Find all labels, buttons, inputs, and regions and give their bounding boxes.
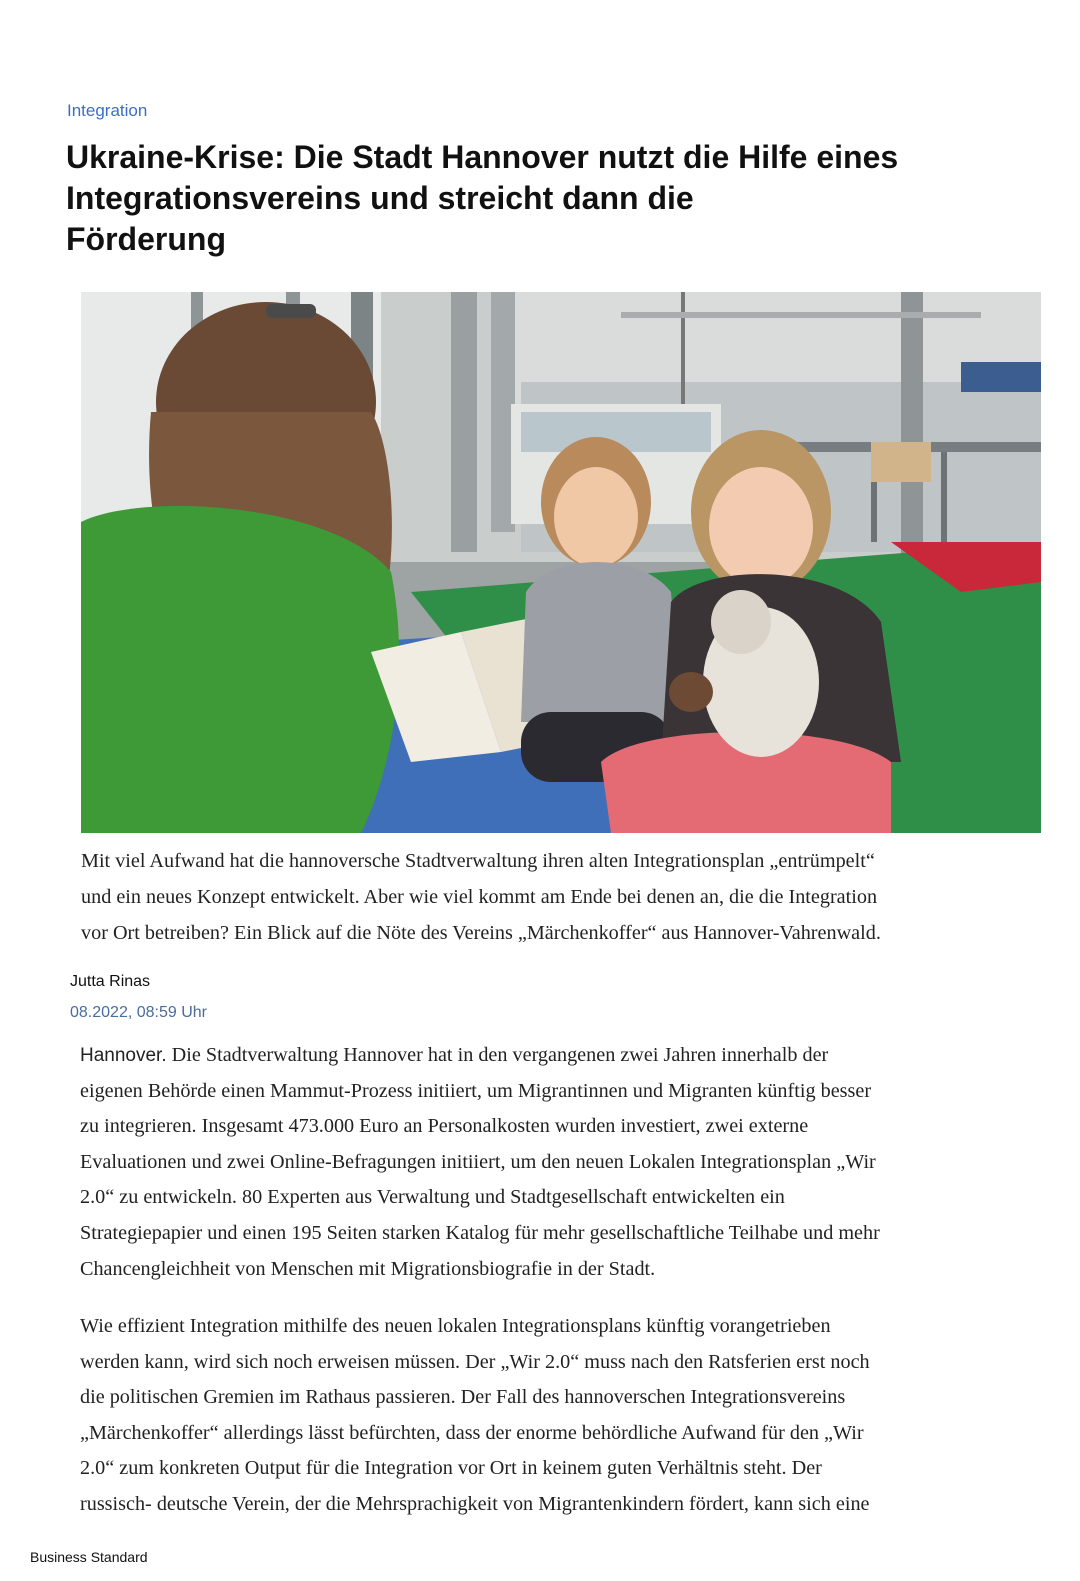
headline-line: Ukraine-Krise: Die Stadt Hannover nutzt die Hilfe eines <box>66 139 899 175</box>
article-teaser <box>81 843 1041 951</box>
paragraph-line: 2.0“ zum konkreten Output für die Integration vor Ort in keinem guten Verhältnis steht. Der <box>80 1457 822 1480</box>
paragraph-text: Die Stadtverwaltung Hannover hat in den vergangenen zwei Jahren innerhalb der <box>166 1044 829 1066</box>
photo-illustration <box>81 292 1041 833</box>
paragraph-line: russisch- deutsche Verein, der die Mehrsprachigkeit von Migrantenkindern fördert, kann sich eine <box>80 1492 870 1515</box>
paragraph-line: Strategiepapier und einen 195 Seiten starken Katalog für mehr gesellschaftliche Teilhabe und mehr <box>80 1221 880 1244</box>
paragraph-line <box>80 1038 1040 1074</box>
paragraph-line: Chancengleichheit von Menschen mit Migrationsbiografie in der Stadt. <box>80 1257 656 1280</box>
author-name[interactable]: Jutta Rinas <box>70 973 151 990</box>
paragraph-line: eigenen Behörde einen Mammut-Prozess initiiert, um Migrantinnen und Migranten künftig besser <box>80 1079 872 1102</box>
paragraph-line: werden kann, wird sich noch erweisen müssen. Der „Wir 2.0“ muss nach den Ratsferien erst noch <box>80 1350 870 1373</box>
article-paragraph <box>80 1038 1040 1287</box>
headline-line: Förderung <box>66 221 226 257</box>
article-photo <box>81 292 1041 833</box>
category-label[interactable]: Integration <box>67 101 148 120</box>
teaser-line: und ein neues Konzept entwickelt. Aber wie viel kommt am Ende bei denen an, die die Integration <box>81 886 878 908</box>
paragraph-line: die politischen Gremien im Rathaus passieren. Der Fall des hannoverschen Integrationsvereins <box>80 1386 846 1409</box>
teaser-line: vor Ort betreiben? Ein Blick auf die Nöte des Vereins „Märchenkoffer“ aus Hannover-Vahrenwald. <box>81 922 881 944</box>
article-paragraph <box>80 1309 1040 1523</box>
headline-line: Integrationsvereins und streicht dann die <box>66 180 694 216</box>
article-headline <box>66 137 1026 260</box>
teaser-line: Mit viel Aufwand hat die hannoversche Stadtverwaltung ihren alten Integrationsplan „entrümpelt“ <box>81 850 875 872</box>
source-footer: Business Standard <box>30 1549 148 1565</box>
paragraph-line: zu integrieren. Insgesamt 473.000 Euro an Personalkosten wurden investiert, zwei externe <box>80 1115 809 1138</box>
dateline: Hannover. <box>80 1045 167 1066</box>
publish-date: 08.2022, 08:59 Uhr <box>70 1004 207 1021</box>
paragraph-line: Evaluationen und zwei Online-Befragungen initiiert, um den neuen Lokalen Integrationsplan „Wir <box>80 1150 876 1173</box>
paragraph-line: „Märchenkoffer“ allerdings lässt befürchten, dass der enorme behördliche Aufwand für den „Wir <box>80 1421 864 1444</box>
paragraph-line: 2.0“ zu entwickeln. 80 Experten aus Verwaltung und Stadtgesellschaft entwickelten ein <box>80 1186 785 1209</box>
paragraph-line: Wie effizient Integration mithilfe des neuen lokalen Integrationsplans künftig vorangetrieben <box>80 1315 831 1337</box>
